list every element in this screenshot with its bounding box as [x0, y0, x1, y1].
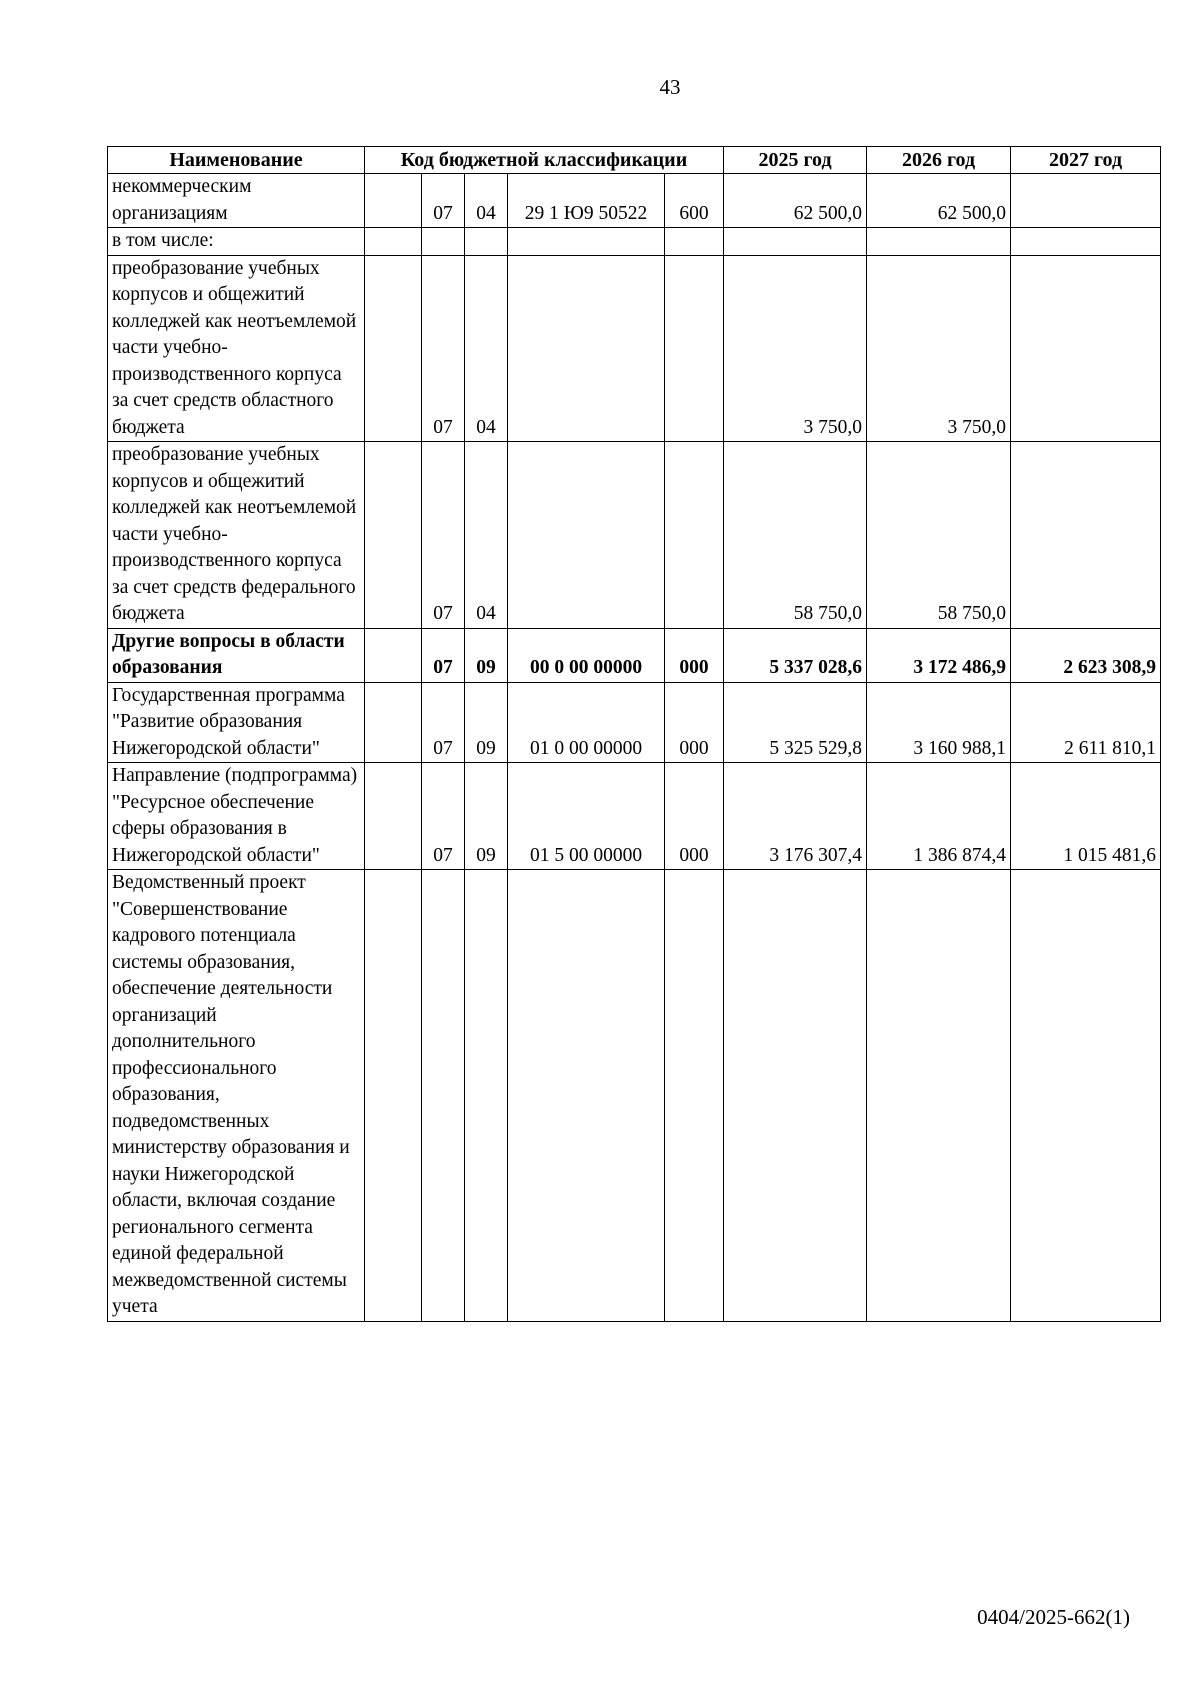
- row-value-2025: 3 750,0: [724, 255, 867, 442]
- row-blank-col: [365, 442, 422, 629]
- row-subsection: 09: [465, 682, 508, 763]
- row-target-article: [508, 442, 665, 629]
- row-expense-type: [665, 255, 724, 442]
- row-expense-type: 000: [665, 763, 724, 870]
- page-number: 43: [659, 75, 681, 99]
- row-target-article: 01 5 00 00000: [508, 763, 665, 870]
- table-row: [108, 628, 1161, 682]
- row-value-2027: [1011, 870, 1161, 1322]
- row-value-2025: 58 750,0: [724, 442, 867, 629]
- row-value-2027: [1011, 228, 1161, 256]
- row-expense-type: [665, 442, 724, 629]
- row-value-2026: 1 386 874,4: [867, 763, 1011, 870]
- row-value-2026: 3 160 988,1: [867, 682, 1011, 763]
- header-2027: 2027 год: [1011, 147, 1161, 174]
- row-value-2026: [867, 228, 1011, 256]
- row-blank-col: [365, 174, 422, 228]
- row-name: в том числе:: [108, 228, 365, 256]
- row-value-2027: [1011, 174, 1161, 228]
- row-value-2026: 3 172 486,9: [867, 628, 1011, 682]
- header-row: [108, 147, 1161, 174]
- row-value-2026: 62 500,0: [867, 174, 1011, 228]
- row-blank-col: [365, 682, 422, 763]
- row-blank-col: [365, 628, 422, 682]
- row-subsection: 04: [465, 442, 508, 629]
- row-name: Другие вопросы в области образования: [108, 628, 365, 682]
- row-name: Ведомственный проект "Совершенствование кадрового потенциала системы образования, обеспечение деятельности организаций дополнительного профессионального образования, подведомственных министерству образования и науки Нижегородской области, включая создание регионального сегмента единой федеральной межведомственной системы учета: [108, 870, 365, 1322]
- row-name: Направление (подпрограмма) "Ресурсное обеспечение сферы образования в Нижегородской области": [108, 763, 365, 870]
- row-value-2027: 1 015 481,6: [1011, 763, 1161, 870]
- row-expense-type: 000: [665, 682, 724, 763]
- row-value-2027: [1011, 255, 1161, 442]
- header-name: Наименование: [108, 147, 365, 174]
- row-name: некоммерческим организациям: [108, 174, 365, 228]
- row-value-2025: 3 176 307,4: [724, 763, 867, 870]
- row-value-2025: 5 325 529,8: [724, 682, 867, 763]
- row-target-article: 01 0 00 00000: [508, 682, 665, 763]
- row-blank-col: [365, 255, 422, 442]
- row-subsection: [465, 870, 508, 1322]
- row-section: 07: [422, 442, 465, 629]
- row-value-2026: [867, 870, 1011, 1322]
- row-expense-type: [665, 870, 724, 1322]
- row-target-article: [508, 255, 665, 442]
- row-section: 07: [422, 174, 465, 228]
- row-subsection: 09: [465, 628, 508, 682]
- row-target-article: [508, 870, 665, 1322]
- table-row: [108, 255, 1161, 442]
- row-section: 07: [422, 682, 465, 763]
- row-subsection: 09: [465, 763, 508, 870]
- row-section: 07: [422, 255, 465, 442]
- row-section: 07: [422, 628, 465, 682]
- row-value-2027: 2 623 308,9: [1011, 628, 1161, 682]
- header-2026: 2026 год: [867, 147, 1011, 174]
- table-row: [108, 442, 1161, 629]
- row-value-2025: [724, 870, 867, 1322]
- row-section: [422, 870, 465, 1322]
- row-blank-col: [365, 763, 422, 870]
- budget-table: [107, 146, 1161, 1322]
- row-value-2025: 62 500,0: [724, 174, 867, 228]
- row-value-2027: 2 611 810,1: [1011, 682, 1161, 763]
- row-value-2026: 3 750,0: [867, 255, 1011, 442]
- row-subsection: 04: [465, 255, 508, 442]
- row-expense-type: 600: [665, 174, 724, 228]
- row-value-2025: [724, 228, 867, 256]
- row-target-article: 29 1 Ю9 50522: [508, 174, 665, 228]
- row-target-article: [508, 228, 665, 256]
- table-row: [108, 870, 1161, 1322]
- row-section: [422, 228, 465, 256]
- row-subsection: 04: [465, 174, 508, 228]
- row-expense-type: 000: [665, 628, 724, 682]
- row-subsection: [465, 228, 508, 256]
- table-row: [108, 763, 1161, 870]
- row-value-2026: 58 750,0: [867, 442, 1011, 629]
- row-blank-col: [365, 228, 422, 256]
- row-value-2025: 5 337 028,6: [724, 628, 867, 682]
- header-code: Код бюджетной классификации: [365, 147, 724, 174]
- row-name: Государственная программа "Развитие образования Нижегородской области": [108, 682, 365, 763]
- row-blank-col: [365, 870, 422, 1322]
- table-row: [108, 228, 1161, 256]
- table-row: [108, 682, 1161, 763]
- row-expense-type: [665, 228, 724, 256]
- row-value-2027: [1011, 442, 1161, 629]
- row-target-article: 00 0 00 00000: [508, 628, 665, 682]
- document-id: 0404/2025-662(1): [977, 1605, 1130, 1629]
- table-row: [108, 174, 1161, 228]
- row-name: преобразование учебных корпусов и общежитий колледжей как неотъемлемой части учебно-производственного корпуса за счет средств областного бюджета: [108, 255, 365, 442]
- header-2025: 2025 год: [724, 147, 867, 174]
- row-section: 07: [422, 763, 465, 870]
- row-name: преобразование учебных корпусов и общежитий колледжей как неотъемлемой части учебно-производственного корпуса за счет средств федерального бюджета: [108, 442, 365, 629]
